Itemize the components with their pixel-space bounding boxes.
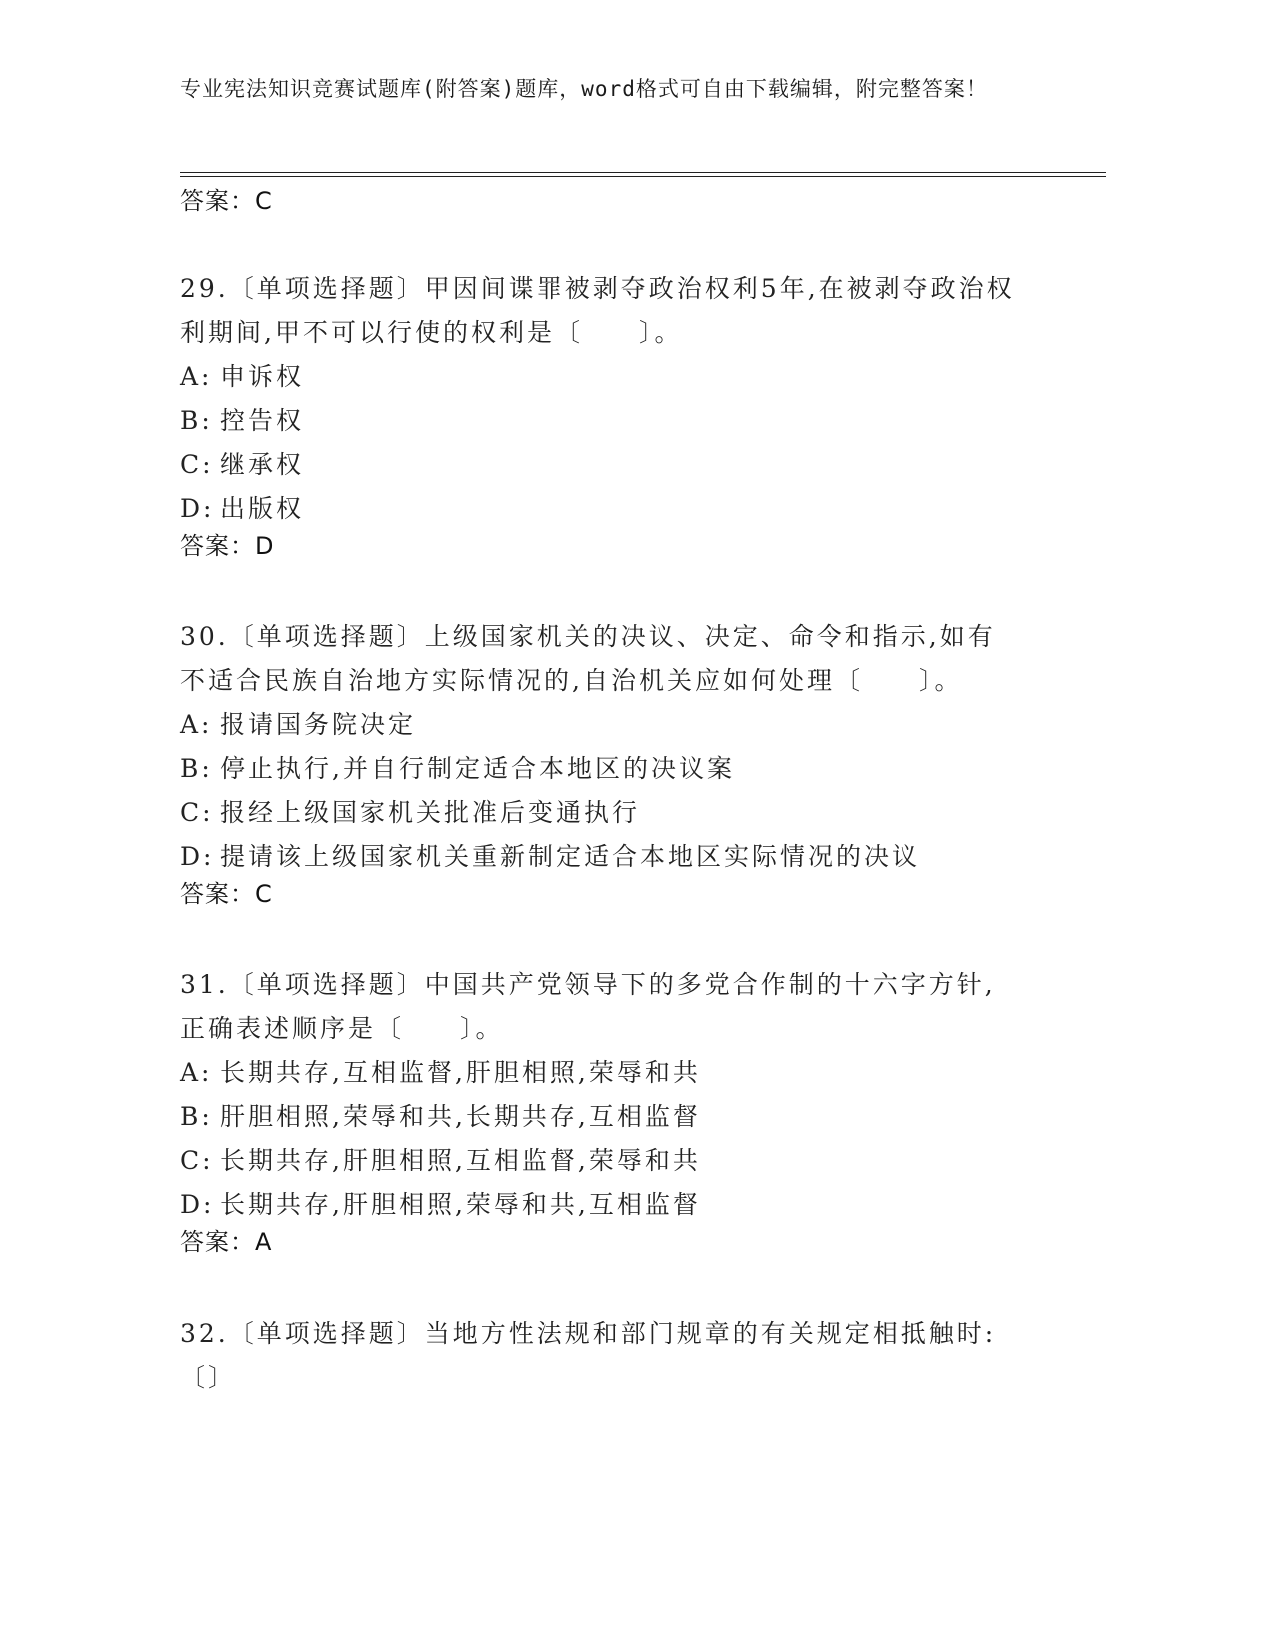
question-stem — [180, 963, 1020, 1051]
header-note: 专业宪法知识竞赛试题库(附答案)题库，word格式可自由下载编辑，附完整答案！ — [180, 77, 988, 101]
question-stem — [180, 615, 1020, 703]
question-stem — [180, 1312, 1020, 1400]
option-text: 停止执行,并自行制定适合本地区的决议案 — [220, 754, 735, 783]
option-a — [180, 703, 1060, 747]
question-text: 甲因间谍罪被剥夺政治权利5年,在被剥夺政治权利期间,甲不可以行使的权利是〔 〕。 — [180, 274, 1015, 347]
question-stem — [180, 267, 1020, 355]
option-text: 报请国务院决定 — [220, 710, 417, 739]
option-d — [180, 487, 1060, 531]
option-text: 报经上级国家机关批准后变通执行 — [220, 798, 641, 827]
option-key: B: — [180, 754, 213, 783]
option-c — [180, 1139, 1060, 1183]
previous-answer: 答案：C — [180, 187, 273, 215]
question-number: 32. — [180, 1319, 229, 1348]
option-text: 长期共存,互相监督,肝胆相照,荣辱和共 — [220, 1058, 701, 1087]
question-30 — [180, 615, 1060, 909]
option-text: 控告权 — [220, 406, 305, 435]
option-key: B: — [180, 406, 213, 435]
option-text: 长期共存,肝胆相照,荣辱和共,互相监督 — [220, 1190, 701, 1219]
option-text: 长期共存,肝胆相照,互相监督,荣辱和共 — [220, 1146, 701, 1175]
option-key: C: — [180, 1146, 214, 1175]
option-text: 提请该上级国家机关重新制定适合本地区实际情况的决议 — [220, 842, 921, 871]
question-31 — [180, 963, 1060, 1257]
question-text: 中国共产党领导下的多党合作制的十六字方针,正确表述顺序是〔 〕。 — [180, 970, 996, 1043]
question-type: 〔单项选择题〕 — [228, 622, 425, 651]
option-d — [180, 1183, 1060, 1227]
question-type: 〔单项选择题〕 — [228, 274, 425, 303]
option-a — [180, 355, 1060, 399]
answer: 答案：D — [180, 532, 275, 560]
option-d — [180, 835, 1060, 879]
answer: 答案：C — [180, 880, 273, 908]
option-c — [180, 443, 1060, 487]
option-key: B: — [180, 1102, 213, 1131]
question-number: 29. — [180, 274, 229, 303]
question-number: 30. — [180, 622, 229, 651]
option-text: 申诉权 — [220, 362, 305, 391]
question-number: 31. — [180, 970, 229, 999]
option-c — [180, 791, 1060, 835]
question-29 — [180, 267, 1060, 561]
option-a — [180, 1051, 1060, 1095]
option-key: D: — [180, 494, 215, 523]
header-divider-second — [180, 176, 1106, 177]
question-text: 上级国家机关的决议、决定、命令和指示,如有不适合民族自治地方实际情况的,自治机关应如何处理〔 〕。 — [180, 622, 996, 695]
question-type: 〔单项选择题〕 — [228, 970, 425, 999]
option-key: C: — [180, 450, 214, 479]
option-text: 出版权 — [220, 494, 305, 523]
option-key: C: — [180, 798, 214, 827]
option-b — [180, 399, 1060, 443]
option-key: A: — [180, 362, 213, 391]
header-divider — [180, 172, 1106, 173]
option-key: A: — [180, 710, 213, 739]
option-text: 继承权 — [220, 450, 305, 479]
question-32 — [180, 1312, 1060, 1400]
question-text: 当地方性法规和部门规章的有关规定相抵触时:〔〕 — [180, 1319, 997, 1392]
option-text: 肝胆相照,荣辱和共,长期共存,互相监督 — [220, 1102, 701, 1131]
option-b — [180, 747, 1060, 791]
option-key: A: — [180, 1058, 213, 1087]
option-key: D: — [180, 1190, 215, 1219]
question-type: 〔单项选择题〕 — [228, 1319, 425, 1348]
option-b — [180, 1095, 1060, 1139]
answer: 答案：A — [180, 1228, 273, 1256]
option-key: D: — [180, 842, 215, 871]
